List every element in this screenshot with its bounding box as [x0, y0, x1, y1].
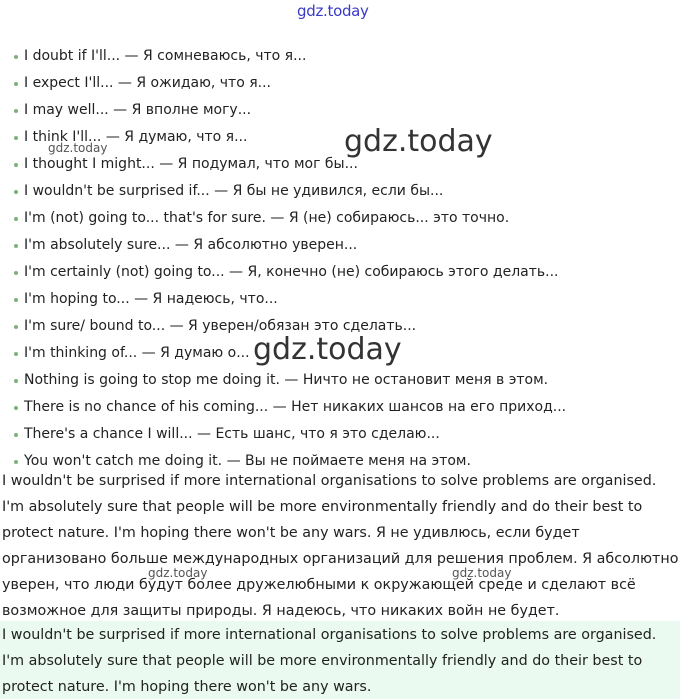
phrase-text: I'm thinking of... — Я думаю о... [24, 345, 250, 361]
phrase-text: I thought I might... — Я подумал, что мог бы... [24, 156, 358, 172]
list-item [11, 205, 671, 232]
bullet-icon [14, 55, 18, 59]
bullet-icon [14, 217, 18, 221]
list-item [11, 421, 671, 448]
phrase-text: There is no chance of his coming... — Нет никаких шансов на его приход... [24, 399, 567, 415]
phrase-text: I doubt if I'll... — Я сомневаюсь, что я... [24, 48, 307, 64]
phrase-list [11, 43, 671, 475]
list-item [11, 286, 671, 313]
list-item [11, 232, 671, 259]
watermark-large: gdz.today [253, 332, 402, 367]
bullet-icon [14, 163, 18, 167]
bullet-icon [14, 136, 18, 140]
watermark-small: gdz.today [452, 566, 512, 580]
answer-text: I wouldn't be surprised if more international organisations to solve problems are organised. I'm absolutely sure that people will be more environmentally friendly and do their best to protect nature. I'm hoping there won't be any wars. [2, 627, 657, 695]
phrase-text: There's a chance I will... — Есть шанс, что я это сделаю... [24, 426, 440, 442]
list-item [11, 43, 671, 70]
phrase-text: I may well... — Я вполне могу... [24, 102, 252, 118]
list-item [11, 394, 671, 421]
bullet-icon [14, 433, 18, 437]
clipped-heading [2, 28, 342, 38]
bullet-icon [14, 325, 18, 329]
phrase-text: I'm sure/ bound to... — Я уверен/обязан это сделать... [24, 318, 417, 334]
bullet-icon [14, 109, 18, 113]
bullet-icon [14, 460, 18, 464]
list-item [11, 151, 671, 178]
phrase-text: I think I'll... — Я думаю, что я... [24, 129, 248, 145]
bullet-icon [14, 82, 18, 86]
phrase-text: I'm certainly (not) going to... — Я, конечно (не) собираюсь этого делать... [24, 264, 559, 280]
phrase-text: You won't catch me doing it. — Вы не поймаете меня на этом. [24, 453, 471, 469]
list-item [11, 70, 671, 97]
bullet-icon [14, 352, 18, 356]
watermark-large: gdz.today [344, 124, 493, 159]
watermark-top: gdz.today [297, 2, 369, 20]
bullet-icon [14, 379, 18, 383]
phrase-text: I expect I'll... — Я ожидаю, что я... [24, 75, 271, 91]
phrase-text: Nothing is going to stop me doing it. — Ничто не остановит меня в этом. [24, 372, 549, 388]
watermark-small: gdz.today [48, 141, 108, 155]
list-item [11, 178, 671, 205]
phrase-text: I'm absolutely sure... — Я абсолютно уверен... [24, 237, 358, 253]
watermark-small: gdz.today [148, 566, 208, 580]
phrase-text: I'm (not) going to... that's for sure. — Я (не) собираюсь... это точно. [24, 210, 510, 226]
bullet-icon [14, 298, 18, 302]
bullet-icon [14, 406, 18, 410]
example-paragraph: I wouldn't be surprised if more international organisations to solve problems are organised. I'm absolutely sure that people will be more environmentally friendly and do their best to protect nature. I'm hoping there won't be any wars. Я не удивлюсь, если будет организовано больше международных организаций для решения проблем. Я абсолютно уверен, что люди будут более дружелюбными к окружающей среде и сделают всё возможное для защиты природы. Я надеюсь, что никаких войн не будет. [2, 473, 679, 619]
list-item [11, 259, 671, 286]
bullet-icon [14, 190, 18, 194]
phrase-text: I wouldn't be surprised if... — Я бы не удивился, если бы... [24, 183, 444, 199]
phrase-text: I'm hoping to... — Я надеюсь, что... [24, 291, 278, 307]
list-item [11, 124, 671, 151]
bullet-icon [14, 271, 18, 275]
list-item [11, 97, 671, 124]
answer-block [0, 621, 680, 699]
bullet-icon [14, 244, 18, 248]
list-item [11, 367, 671, 394]
